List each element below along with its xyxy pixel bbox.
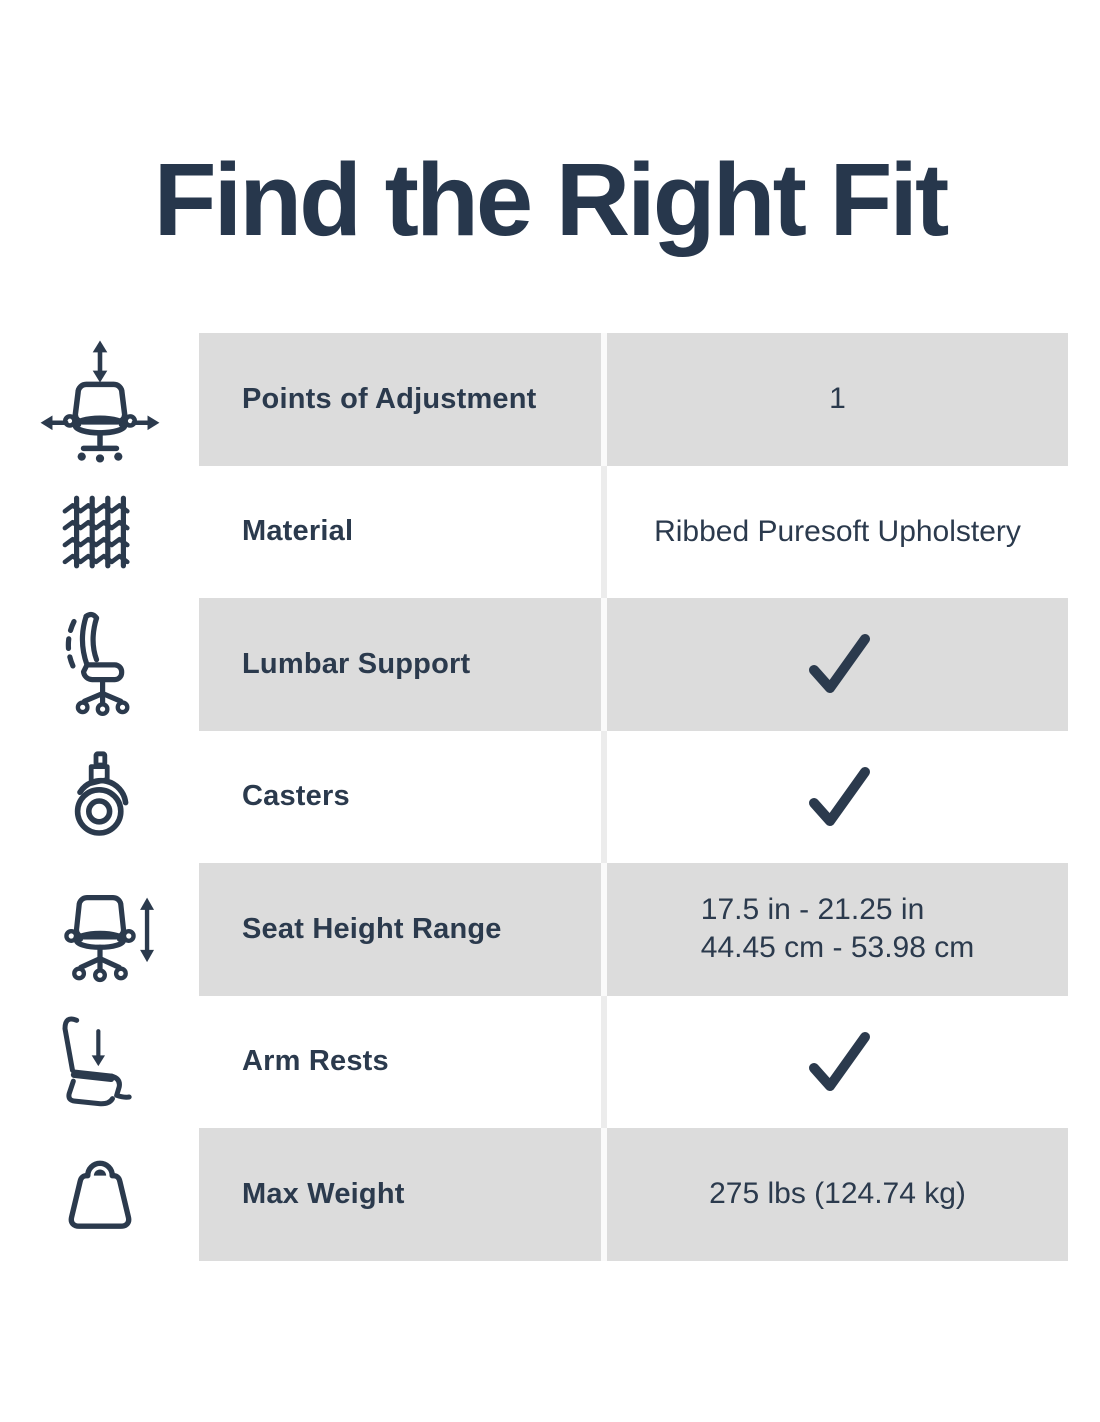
icon-cell: [0, 863, 199, 996]
table-row-material: [0, 466, 1068, 599]
row-label: Lumbar Support: [199, 598, 601, 731]
row-value: 1: [607, 333, 1068, 466]
row-label: Seat Height Range: [199, 863, 601, 996]
table-row-max-weight: [0, 1128, 1068, 1261]
icon-cell: [0, 996, 199, 1129]
table-row-points-of-adjustment: [0, 333, 1068, 466]
icon-cell: [0, 731, 199, 864]
check-icon: [801, 760, 875, 834]
icon-cell: [0, 333, 199, 466]
row-value: [607, 996, 1068, 1129]
table-row-arm-rests: [0, 996, 1068, 1129]
table-row-lumbar-support: [0, 598, 1068, 731]
armrest-icon: [50, 1008, 150, 1116]
table-row-seat-height-range: [0, 863, 1068, 996]
row-label: Casters: [199, 731, 601, 864]
icon-cell: [0, 598, 199, 731]
check-icon: [801, 627, 875, 701]
row-label: Points of Adjustment: [199, 333, 601, 466]
seat-height-values: [701, 891, 974, 967]
fabric-weave-icon: [61, 493, 139, 571]
caster-wheel-icon: [56, 749, 144, 845]
row-value: Ribbed Puresoft Upholstery: [607, 466, 1068, 599]
seat-height-chair-icon: [39, 868, 161, 990]
icon-cell: [0, 466, 199, 599]
table-row-casters: [0, 731, 1068, 864]
row-value: [607, 863, 1068, 996]
weight-icon: [54, 1150, 146, 1238]
row-value: [607, 731, 1068, 864]
lumbar-support-chair-icon: [48, 605, 152, 723]
seat-height-inches: 17.5 in - 21.25 in: [700, 893, 925, 927]
row-label: Arm Rests: [199, 996, 601, 1129]
page-title: Find the Right Fit: [153, 142, 947, 257]
adjustment-arrows-chair-icon: [36, 335, 164, 463]
row-label: Material: [199, 466, 601, 599]
row-label: Max Weight: [199, 1128, 601, 1261]
seat-height-cm: 44.45 cm - 53.98 cm: [700, 931, 975, 965]
row-value: [607, 598, 1068, 731]
row-value: 275 lbs (124.74 kg): [607, 1128, 1068, 1261]
icon-cell: [0, 1128, 199, 1261]
spec-table: [0, 333, 1068, 1261]
check-icon: [801, 1025, 875, 1099]
